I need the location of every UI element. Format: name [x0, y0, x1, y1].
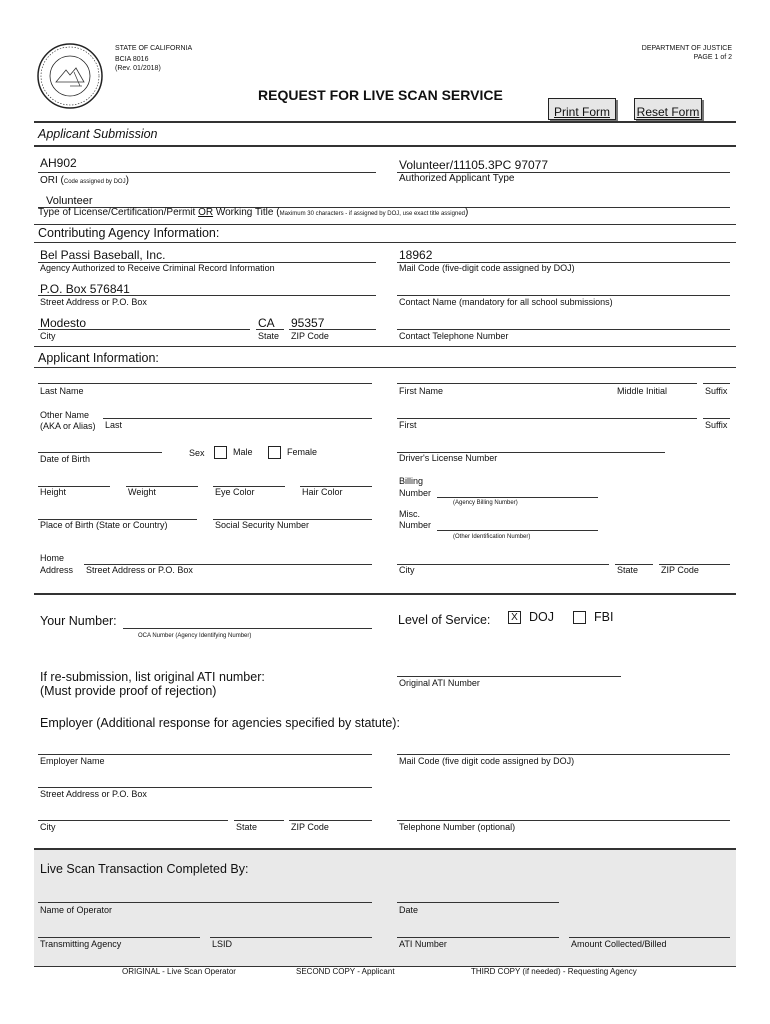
lsid-label: LSID: [212, 939, 233, 949]
state-label: STATE OF CALIFORNIA: [115, 45, 193, 52]
contributing-agency-heading: Contributing Agency Information:: [38, 226, 220, 240]
other-last-label: Last: [105, 420, 123, 430]
other-suffix-label: Suffix: [705, 420, 728, 430]
female-label: Female: [287, 447, 318, 457]
hair-color-label: Hair Color: [302, 487, 343, 497]
oca-number-note: OCA Number (Agency Identifying Number): [138, 633, 252, 639]
transmitting-agency-label: Transmitting Agency: [40, 939, 122, 949]
zip-value[interactable]: 95357: [291, 316, 325, 330]
zip-label: ZIP Code: [291, 331, 329, 341]
employer-phone-label: Telephone Number (optional): [399, 822, 516, 832]
reset-form-button[interactable]: Reset Form: [634, 98, 702, 120]
your-number-label: Your Number:: [40, 614, 117, 628]
ati-number-label: ATI Number: [399, 939, 447, 949]
state-label-2: State: [258, 331, 280, 341]
home-address-label: Address: [40, 565, 74, 575]
eye-color-label: Eye Color: [215, 487, 255, 497]
employer-city-label: City: [40, 822, 56, 832]
home-city-label: City: [399, 565, 415, 575]
first-name-label: First Name: [399, 386, 444, 396]
employer-state-label: State: [236, 822, 258, 832]
resubmission-label: If re-submission, list original ATI number:: [40, 670, 265, 684]
mail-code-label: Mail Code (five-digit code assigned by DOJ): [399, 263, 575, 273]
billing-number-label: Number: [399, 488, 432, 498]
date-label: Date: [399, 905, 419, 915]
contact-name-label: Contact Name (mandatory for all school submissions): [399, 297, 613, 307]
misc-note: (Other Identification Number): [453, 534, 531, 540]
city-value[interactable]: Modesto: [40, 316, 87, 330]
suffix-label: Suffix: [705, 386, 728, 396]
drivers-license-label: Driver's License Number: [399, 453, 498, 463]
home-street-label: Street Address or P.O. Box: [86, 565, 193, 575]
height-label: Height: [40, 487, 67, 497]
authorized-type-label: Authorized Applicant Type: [399, 173, 515, 184]
california-doj-seal-icon: [36, 42, 104, 110]
home-state-label: State: [617, 565, 639, 575]
place-of-birth-label: Place of Birth (State or Country): [40, 520, 168, 530]
male-checkbox[interactable]: [214, 446, 227, 459]
fbi-checkbox[interactable]: [573, 611, 586, 624]
agency-value[interactable]: Bel Passi Baseball, Inc.: [40, 248, 166, 262]
city-label: City: [40, 331, 56, 341]
other-first-label: First: [399, 420, 417, 430]
live-scan-heading: Live Scan Transaction Completed By:: [40, 862, 249, 876]
home-label: Home: [40, 553, 65, 563]
employer-zip-label: ZIP Code: [291, 822, 329, 832]
footer-third-copy: THIRD COPY (if needed) - Requesting Agency: [471, 967, 637, 976]
dob-label: Date of Birth: [40, 454, 91, 464]
ori-label: ORI (Code assigned by DOJ): [40, 175, 129, 186]
misc-number-label: Number: [399, 520, 432, 530]
fbi-label: FBI: [594, 610, 614, 624]
original-ati-label: Original ATI Number: [399, 678, 480, 688]
license-label: Type of License/Certification/Permit OR Working Title (Maximum 30 characters - if assigned by DOJ, use exact title assigned): [38, 207, 469, 218]
employer-street-label: Street Address or P.O. Box: [40, 789, 147, 799]
authorized-type-value[interactable]: Volunteer/11105.3PC 97077: [399, 158, 549, 172]
applicant-submission-heading: Applicant Submission: [38, 127, 158, 141]
other-name-label: Other Name: [40, 410, 90, 420]
footer-original: ORIGINAL - Live Scan Operator: [122, 967, 236, 976]
last-name-label: Last Name: [40, 386, 84, 396]
female-checkbox[interactable]: [268, 446, 281, 459]
employer-heading: Employer (Additional response for agencies specified by statute):: [40, 716, 400, 730]
street-value[interactable]: P.O. Box 576841: [40, 282, 130, 296]
operator-label: Name of Operator: [40, 905, 113, 915]
amount-collected-label: Amount Collected/Billed: [571, 939, 667, 949]
aka-label: (AKA or Alias): [40, 421, 96, 431]
ssn-label: Social Security Number: [215, 520, 310, 530]
applicant-info-heading: Applicant Information:: [38, 351, 159, 365]
resubmission-note: (Must provide proof of rejection): [40, 684, 217, 698]
mail-code-value[interactable]: 18962: [399, 248, 433, 262]
page-number: PAGE 1 of 2: [693, 54, 732, 61]
weight-label: Weight: [128, 487, 156, 497]
department-label: DEPARTMENT OF JUSTICE: [641, 45, 732, 52]
agency-label: Agency Authorized to Receive Criminal Record Information: [40, 263, 275, 273]
doj-checkbox[interactable]: X: [508, 611, 521, 624]
middle-initial-label: Middle Initial: [617, 386, 668, 396]
home-zip-label: ZIP Code: [661, 565, 699, 575]
form-title: REQUEST FOR LIVE SCAN SERVICE: [258, 87, 503, 103]
misc-label: Misc.: [399, 509, 420, 519]
contact-phone-label: Contact Telephone Number: [399, 331, 509, 341]
employer-name-label: Employer Name: [40, 756, 105, 766]
license-value[interactable]: Volunteer: [46, 195, 93, 207]
male-label: Male: [233, 447, 253, 457]
print-form-button[interactable]: Print Form: [548, 98, 616, 120]
footer-second-copy: SECOND COPY - Applicant: [296, 967, 395, 976]
state-value[interactable]: CA: [258, 316, 275, 330]
billing-note: (Agency Billing Number): [453, 500, 518, 506]
form-number: BCIA 8016: [115, 56, 149, 63]
revision-date: (Rev. 01/2018): [115, 65, 161, 72]
street-label: Street Address or P.O. Box: [40, 297, 147, 307]
employer-mail-code-label: Mail Code (five digit code assigned by DOJ): [399, 756, 575, 766]
ori-value[interactable]: AH902: [40, 156, 77, 170]
doj-label: DOJ: [529, 610, 554, 624]
billing-label: Billing: [399, 476, 424, 486]
level-of-service-label: Level of Service:: [398, 613, 491, 627]
sex-label: Sex: [189, 448, 205, 458]
